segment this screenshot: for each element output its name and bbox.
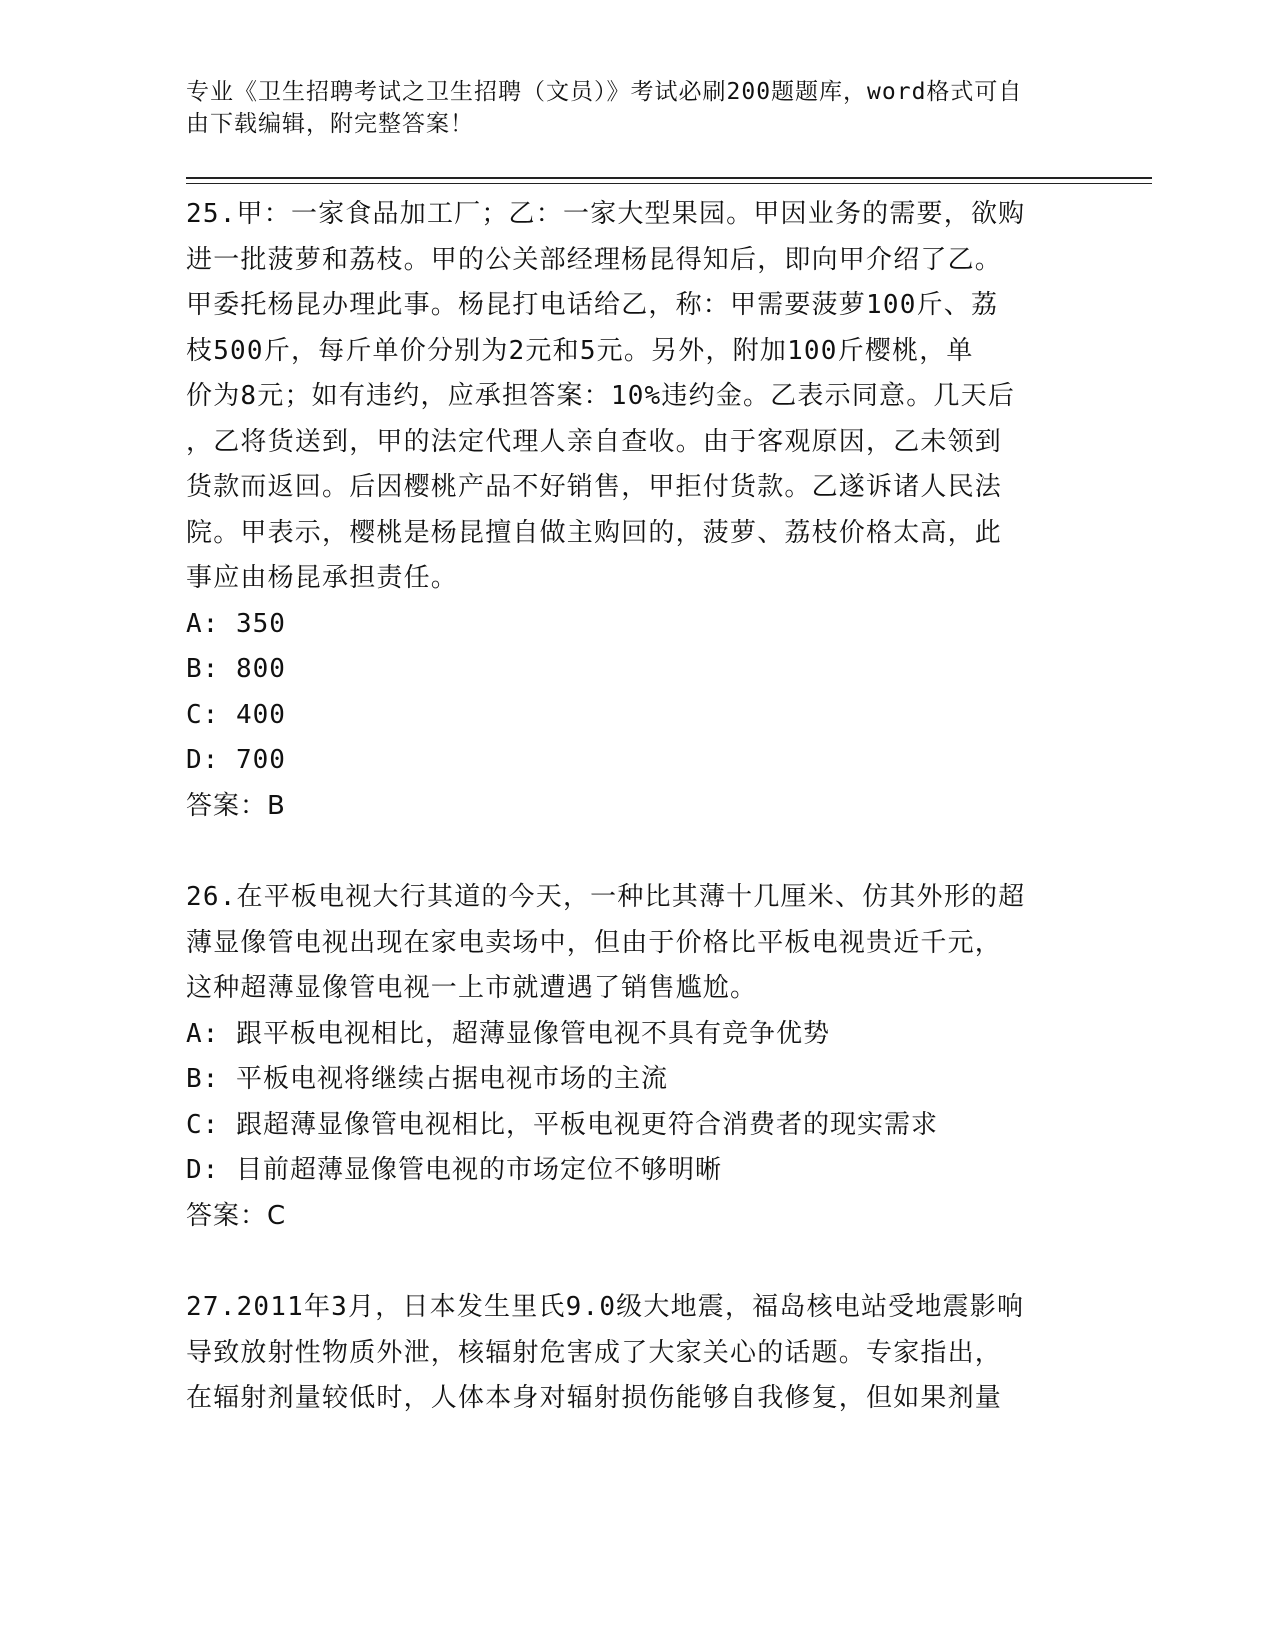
question-26 <box>186 875 1086 1239</box>
question-text-line: 薄显像管电视出现在家电卖场中，但由于价格比平板电视贵近千元， <box>186 927 1003 958</box>
question-text-line: 枝500斤，每斤单价分别为2元和5元。另外，附加100斤樱桃，单 <box>186 335 974 366</box>
question-text-line: 价为8元；如有违约，应承担答案：10%违约金。乙表示同意。几天后 <box>186 381 1016 411</box>
option-a: A: 350 <box>186 608 286 639</box>
question-text-line: 26.在平板电视大行其道的今天，一种比其薄十几厘米、仿其外形的超 <box>186 882 1026 912</box>
header-line: 由下载编辑，附完整答案！ <box>186 111 474 137</box>
question-text-line: 甲委托杨昆办理此事。杨昆打电话给乙，称：甲需要菠萝100斤、荔 <box>186 290 999 320</box>
header-divider-thin <box>186 183 1152 184</box>
option-b: B: 800 <box>186 654 286 684</box>
option-b: B: 平板电视将继续占据电视市场的主流 <box>186 1064 668 1094</box>
answer-label: 答案：C <box>186 1200 287 1231</box>
question-text-line: 27.2011年3月，日本发生里氏9.0级大地震，福岛核电站受地震影响 <box>186 1292 1025 1322</box>
option-c: C: 跟超薄显像管电视相比，平板电视更符合消费者的现实需求 <box>186 1109 938 1140</box>
question-text-line: ，乙将货送到，甲的法定代理人亲自查收。由于客观原因，乙未领到 <box>186 426 1003 457</box>
option-c: C: 400 <box>186 699 286 730</box>
question-text-line: 进一批菠萝和荔枝。甲的公关部经理杨昆得知后，即向甲介绍了乙。 <box>186 244 1003 275</box>
question-text-line: 事应由杨昆承担责任。 <box>186 563 459 593</box>
question-text-line: 院。甲表示，樱桃是杨昆擅自做主购回的，菠萝、荔枝价格太高，此 <box>186 517 1003 548</box>
question-25 <box>186 192 1086 829</box>
question-text-line: 导致放射性物质外泄，核辐射危害成了大家关心的话题。专家指出， <box>186 1337 1003 1368</box>
option-a: A: 跟平板电视相比，超薄显像管电视不具有竞争优势 <box>186 1018 830 1049</box>
question-text-line: 这种超薄显像管电视一上市就遭遇了销售尴尬。 <box>186 973 758 1003</box>
document-header <box>186 76 1086 140</box>
question-text-line: 25.甲：一家食品加工厂；乙：一家大型果园。甲因业务的需要，欲购 <box>186 199 1026 229</box>
option-d: D: 700 <box>186 745 286 775</box>
option-d: D: 目前超薄显像管电视的市场定位不够明晰 <box>186 1155 722 1185</box>
question-text-line: 在辐射剂量较低时，人体本身对辐射损伤能够自我修复，但如果剂量 <box>186 1383 1003 1413</box>
question-list <box>186 192 1086 1468</box>
header-divider-thick <box>186 177 1152 179</box>
header-line: 专业《卫生招聘考试之卫生招聘（文员）》考试必刷200题题库，word格式可自 <box>186 79 1023 105</box>
question-27 <box>186 1285 1086 1422</box>
answer-label: 答案：B <box>186 790 286 821</box>
question-text-line: 货款而返回。后因樱桃产品不好销售，甲拒付货款。乙遂诉诸人民法 <box>186 472 1003 502</box>
